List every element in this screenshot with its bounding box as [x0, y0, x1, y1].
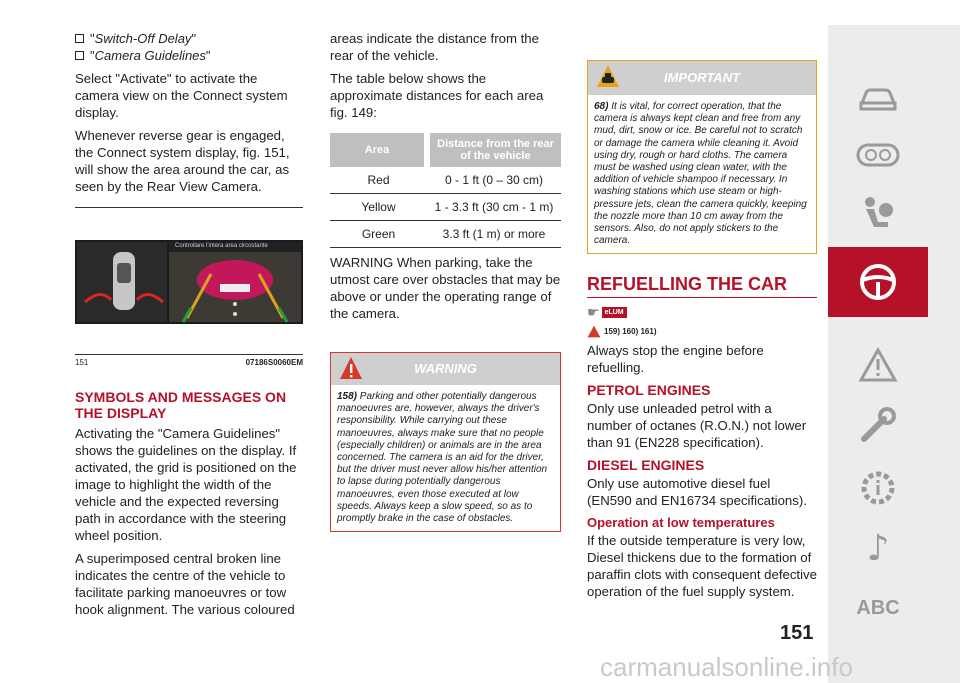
table-row: Yellow 1 - 3.3 ft (30 cm - 1 m) — [330, 194, 561, 221]
paragraph: areas indicate the distance from the rear of the vehicle. — [330, 31, 539, 63]
checkbox-icon — [75, 51, 84, 60]
warning-number: 158) — [337, 391, 358, 402]
warning-refs: 159) 160) 161) — [604, 327, 657, 337]
paragraph: A superimposed central broken line indicates the centre of the vehicle to facilitate parking manoeuvres or tow hook alignment. The various coloured — [75, 551, 295, 617]
subheading-petrol: PETROL ENGINES — [587, 382, 711, 399]
bullet-item: " Switch-Off Delay " — [75, 30, 303, 47]
table-row: Red 0 - 1 ft (0 – 30 cm) — [330, 167, 561, 194]
column-1 — [75, 30, 303, 624]
important-number: 68) — [594, 101, 609, 112]
important-body — [588, 95, 816, 253]
rear-camera-image — [75, 208, 303, 356]
figure-caption — [75, 355, 303, 367]
watermark: carmanualsonline.info — [600, 652, 853, 682]
page-number: 151 — [780, 622, 814, 644]
steering-wheel-icon[interactable] — [828, 247, 928, 317]
section-heading-refuelling: REFUELLING THE CAR — [587, 274, 817, 298]
column-2 — [330, 30, 561, 532]
table-header: Distance from the rear of the vehicle — [427, 133, 561, 167]
important-box — [587, 60, 817, 254]
section-heading: SYMBOLS AND MESSAGES ON THE DISPLAY — [75, 389, 287, 421]
paragraph: If the outside temperature is very low, Diesel thickens due to the formation of paraffin clots with consequent defective operation of the fuel supply system. — [587, 533, 817, 600]
car-caution-icon — [596, 63, 620, 89]
warning-header — [331, 353, 560, 385]
hand-pointer-icon: ☛ — [587, 304, 600, 321]
bullet-item: " Camera Guidelines " — [75, 47, 303, 64]
paragraph: Whenever reverse gear is engaged, the Connect system display, fig. 151, will show the area around the car, as seen by the Rear View Camera. — [75, 128, 290, 194]
important-title: IMPORTANT — [663, 70, 741, 85]
wrench-icon[interactable] — [828, 390, 928, 460]
column-3 — [587, 60, 817, 606]
elum-badge: eLUM — [602, 307, 627, 318]
distance-table — [330, 133, 561, 248]
figure-number: 151 — [75, 358, 89, 367]
paragraph: Always stop the engine before refuelling. — [587, 343, 764, 376]
music-note-icon[interactable]: ♪ — [866, 527, 890, 569]
table-row: Green 3.3 ft (1 m) or more — [330, 221, 561, 248]
elum-row — [587, 304, 817, 321]
warning-box — [330, 352, 561, 532]
chapter-sidebar — [828, 25, 960, 683]
paragraph: The table below shows the approximate distances for each area fig. 149: — [330, 71, 544, 120]
paragraph: Only use unleaded petrol with a number of octanes (R.O.N.) not lower than 91 (EN228 specification). — [587, 401, 807, 451]
warning-title: WARNING — [414, 361, 477, 376]
paragraph: Only use automotive diesel fuel (EN590 and EN16734 specifications). — [587, 476, 807, 509]
figure-rear-camera — [75, 207, 303, 355]
important-header — [588, 61, 816, 95]
paragraph: Select "Activate" to activate the camera view on the Connect system display. — [75, 71, 288, 120]
airbag-person-icon[interactable] — [828, 177, 928, 247]
figure-code: 07186S0060EM — [245, 358, 303, 367]
paragraph: Activating the "Camera Guidelines" shows the guidelines on the display. If activated, the grid is positioned on the image to highlight the width of the vehicle and the expected reversing path in accordance with the steering wheel position. — [75, 426, 297, 543]
warning-triangle-icon — [339, 355, 363, 381]
warning-body — [331, 385, 560, 531]
warning-refs-row — [587, 325, 817, 338]
subheading-diesel: DIESEL ENGINES — [587, 457, 705, 474]
abc-index-icon[interactable]: ABC — [856, 596, 900, 619]
paragraph: WARNING When parking, take the utmost care over obstacles that may be above or under the operating range of the camera. — [330, 255, 561, 321]
table-header: Area — [330, 133, 427, 167]
warning-triangle-icon — [587, 325, 601, 338]
important-text: It is vital, for correct operation, that the camera is always kept clean and free from any mud, dirt, snow or ice. Be careful not to scratch or damage the camera while cleaning it. Avoid using dry, rough or hard cloths. The camera must be washed using clean water, with the addition of vehicle shampoo if necessary. In washing stations which use steam or high-pressure jets, clean the camera quickly, keeping the nozzle more than 10 cm away from the sensors. Also, do not apply stickers to the camera. — [594, 101, 807, 247]
subheading-low-temp: Operation at low temperatures — [587, 515, 775, 531]
figure-overlay-text: Controllare l'intera area circostante — [175, 243, 268, 249]
warning-text: Parking and other potentially dangerous manoeuvres are, however, always the driver's responsibility. While carrying out these manoeuvres, always make sure that no people (especially children) or animals are in the area concerned. The camera is an aid for the driver, but the driver must never allow his/her attention to lapse during potentially dangerous manoeuvres, even those executed at low speeds. Always keep a slow speed, so as to promptly brake in the case of obstacles. — [337, 391, 548, 525]
checkbox-icon — [75, 34, 84, 43]
